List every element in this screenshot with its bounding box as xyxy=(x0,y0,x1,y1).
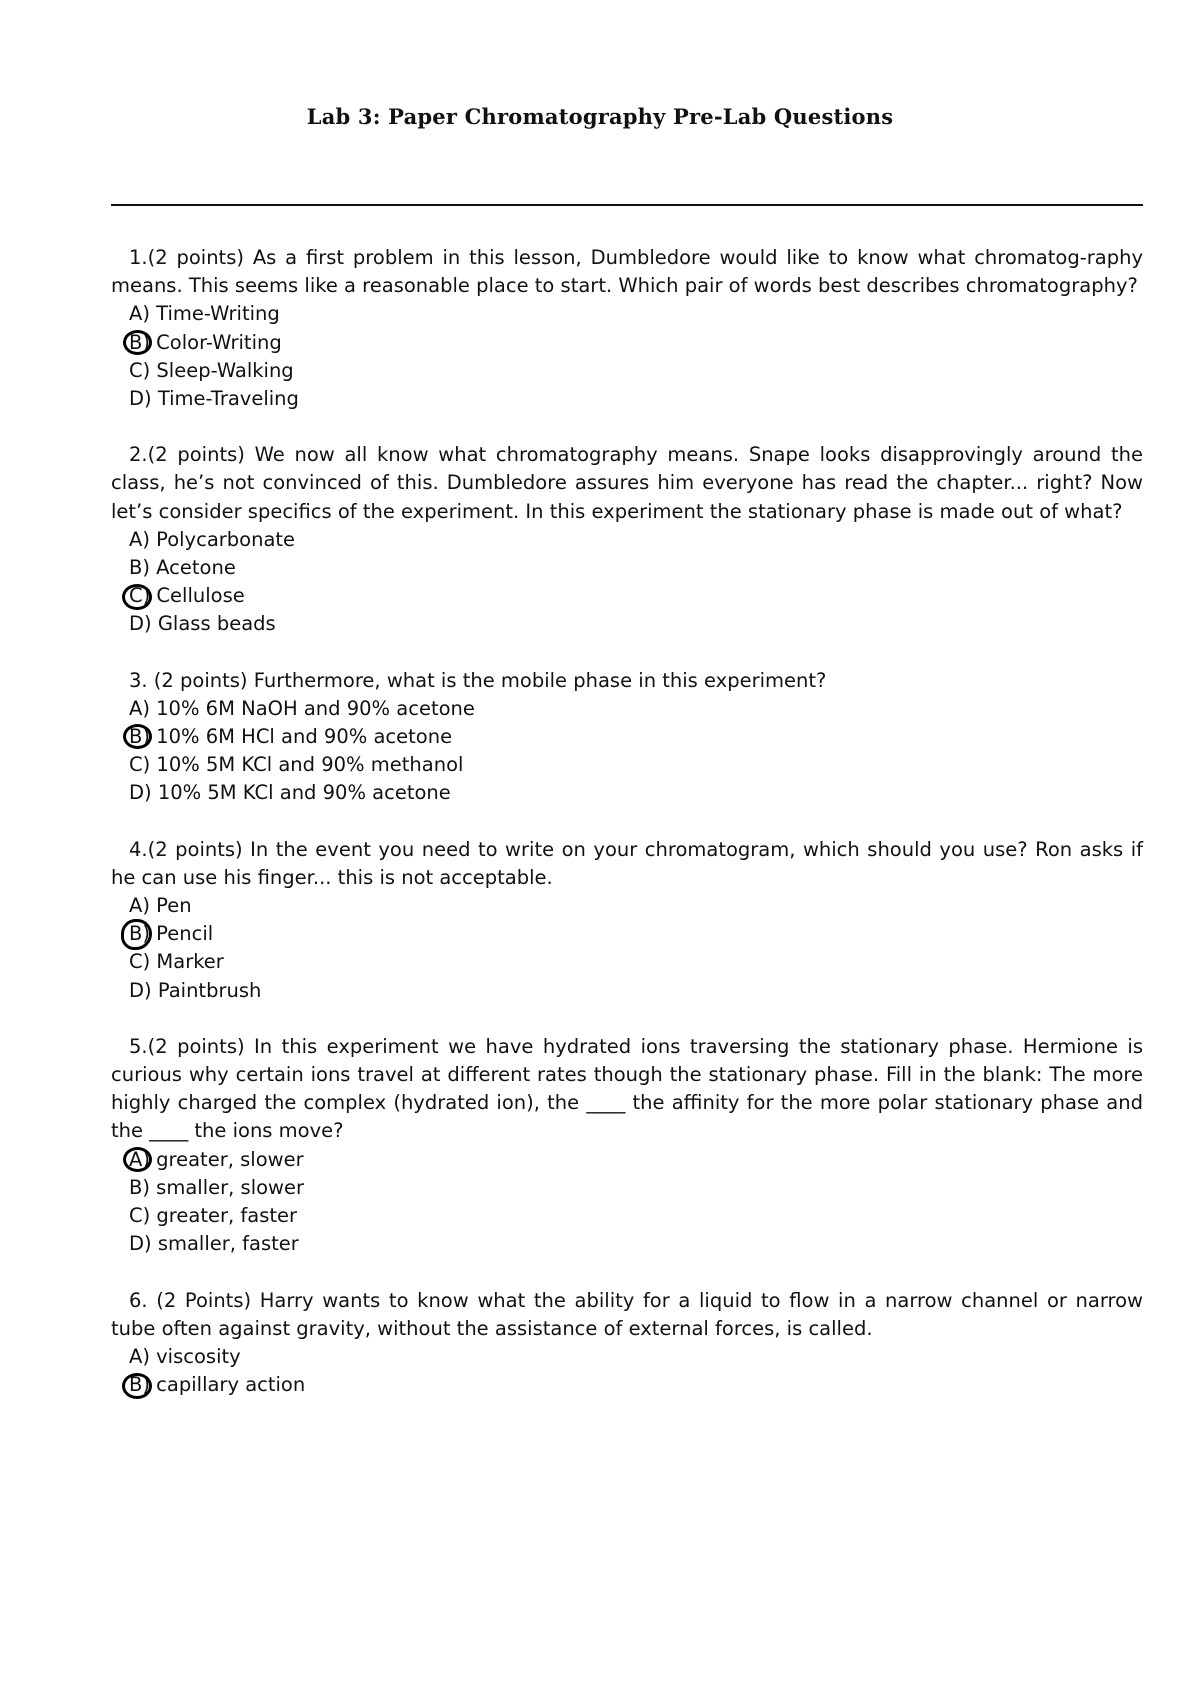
answer-option: D) smaller, faster xyxy=(129,1232,299,1256)
question-text: 2.(2 points) We now all know what chromatography means. Snape looks disapprovingly around the class, he’s not convinced of this. Dumbledore assures him everyone has read the chapter... right? Now let’s consider specifics of the experiment. In this experiment the stationary phase is made out of what? xyxy=(111,443,1143,523)
page-title: Lab 3: Paper Chromatography Pre-Lab Questions xyxy=(306,104,894,129)
circled-answer-mark xyxy=(123,1147,152,1172)
circled-answer-mark xyxy=(123,330,152,355)
question-6 xyxy=(111,1287,1143,1400)
answer-option: C) Marker xyxy=(129,950,224,974)
question-2 xyxy=(111,441,1143,638)
answer-option: B) Pencil xyxy=(111,920,1143,948)
answer-option: D) Time-Traveling xyxy=(129,387,299,411)
answer-option: B) 10% 6M HCl and 90% acetone xyxy=(111,723,1143,751)
answer-option: D) Glass beads xyxy=(129,612,276,636)
question-1 xyxy=(111,244,1143,413)
answer-option: D) Paintbrush xyxy=(129,978,262,1002)
answer-option: C) greater, faster xyxy=(129,1204,298,1228)
circled-answer-mark xyxy=(123,724,152,749)
question-list xyxy=(111,244,1143,1427)
answer-option: A) greater, slower xyxy=(111,1146,1143,1174)
circled-answer-mark xyxy=(121,919,152,950)
answer-option: C) Cellulose xyxy=(111,582,1143,610)
question-text: 1.(2 points) As a first problem in this lesson, Dumbledore would like to know what chromatog-raphy means. This seems like a reasonable place to start. Which pair of words best describes chromatography? xyxy=(111,246,1143,298)
question-text: 3. (2 points) Furthermore, what is the mobile phase in this experiment? xyxy=(129,668,827,692)
answer-option: A) viscosity xyxy=(129,1344,241,1368)
question-4 xyxy=(111,836,1143,1005)
question-3 xyxy=(111,667,1143,808)
answer-option: B) Color-Writing xyxy=(111,329,1143,357)
question-text: 6. (2 Points) Harry wants to know what the ability for a liquid to flow in a narrow channel or narrow tube often against gravity, without the assistance of external forces, is called. xyxy=(111,1288,1143,1340)
answer-option: A) Time-Writing xyxy=(129,302,280,326)
horizontal-rule xyxy=(111,204,1143,206)
question-text: 5.(2 points) In this experiment we have hydrated ions traversing the stationary phase. Hermione is curious why certain ions travel at different rates though the stationary phase. Fill in the blank: The more highly charged the complex (hydrated ion), the ____ the affinity for the more polar stationary phase and the ____ the ions move? xyxy=(111,1034,1143,1143)
answer-option: C) 10% 5M KCl and 90% methanol xyxy=(129,753,464,777)
question-text: 4.(2 points) In the event you need to write on your chromatogram, which should you use? Ron asks if he can use his finger... this is not acceptable. xyxy=(111,837,1143,889)
answer-option: B) Acetone xyxy=(129,556,236,580)
question-5 xyxy=(111,1033,1143,1259)
circled-answer-mark xyxy=(122,1373,152,1399)
answer-option: B) smaller, slower xyxy=(129,1175,305,1199)
answer-option: A) Pen xyxy=(129,894,192,918)
answer-option: B) capillary action xyxy=(111,1371,1143,1399)
answer-option: D) 10% 5M KCl and 90% acetone xyxy=(129,781,451,805)
answer-option: A) Polycarbonate xyxy=(129,527,296,551)
answer-option: A) 10% 6M NaOH and 90% acetone xyxy=(129,696,475,720)
answer-option: C) Sleep-Walking xyxy=(129,358,294,382)
